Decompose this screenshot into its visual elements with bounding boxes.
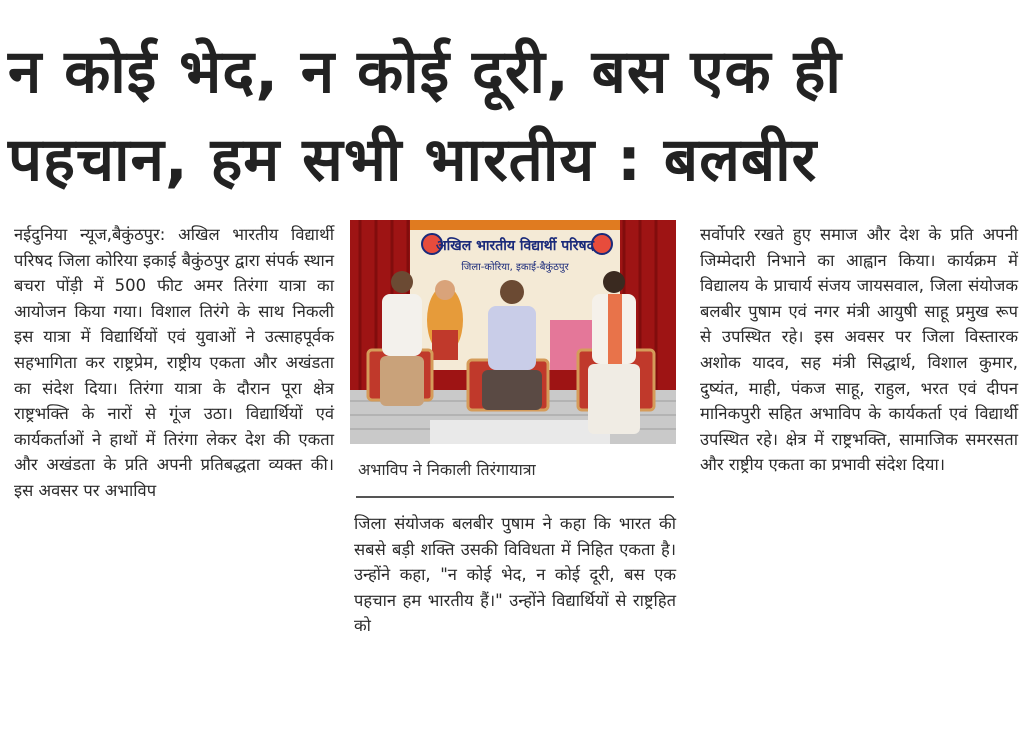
banner-title: अखिल भारतीय विद्यार्थी परिषद bbox=[435, 238, 595, 254]
headline-line-2: पहचान, हम सभी भारतीय : बलबीर bbox=[8, 125, 818, 195]
article-column-3: सर्वोपरि रखते हुए समाज और देश के प्रति अपनी जिम्मेदारी निभाने का आह्वान किया। कार्यक्रम में विद्यालय के प्राचार्य संजय जायसवाल, जिला संयोजक बलबीर पुषाम एवं नगर मंत्री आयुषी साहू प्रमुख रूप से उपस्थित रहे। इस अवसर पर जिला विस्तारक अशोक यादव, सह मंत्री सिद्धार्थ, विशाल कुमार, दुष्यंत, माही, पंकज साहू, राहुल, भरत एवं दीपन मानिकपुरी सहित अभाविप के कार्यकर्ता एवं विद्यार्थी उपस्थित रहे। क्षेत्र में राष्ट्रभक्ति, सामाजिक समरसता और राष्ट्रीय एकता का प्रभावी संदेश दिया। bbox=[700, 225, 1018, 475]
headline bbox=[8, 28, 1014, 204]
person-right bbox=[588, 271, 640, 434]
photo-caption: अभाविप ने निकाली तिरंगायात्रा bbox=[358, 460, 536, 479]
event-photo-illustration bbox=[350, 220, 676, 444]
article-column-1: नईदुनिया न्यूज,बैकुंठपुर: अखिल भारतीय विद्यार्थी परिषद जिला कोरिया इकाई बैकुंठपुर द्वारा संपर्क स्थान बचरा पोंड़ी में 500 फीट अमर तिरंगा यात्रा का आयोजन किया गया। विशाल तिरंगे के साथ निकली इस यात्रा में विद्यार्थियों एवं युवाओं ने उत्साहपूर्वक सहभागिता कर राष्ट्रप्रेम, राष्ट्रीय एकता और अखंडता का संदेश दिया। तिरंगा यात्रा के दौरान पूरा क्षेत्र राष्ट्रभक्ति के नारों से गूंज उठा। विद्यार्थियों एवं कार्यकर्ताओं ने हाथों में तिरंगा लेकर देश की एकता और अखंडता के प्रति अपनी प्रतिबद्धता व्यक्त की। इस अवसर पर अभाविप bbox=[14, 225, 334, 500]
event-photo bbox=[350, 220, 676, 444]
article-column-2: जिला संयोजक बलबीर पुषाम ने कहा कि भारत की सबसे बड़ी शक्ति उसकी विविधता में निहित एकता है। उन्होंने कहा, "न कोई भेद, न कोई दूरी, बस एक पहचान हम भारतीय हैं।" उन्होंने विद्यार्थियों से राष्ट्रहित को bbox=[354, 514, 676, 636]
caption-divider bbox=[356, 496, 674, 498]
banner-subtitle: जिला-कोरिया, इकाई-बैकुंठपुर bbox=[461, 262, 569, 273]
headline-line-1: न कोई भेद, न कोई दूरी, बस एक ही bbox=[8, 37, 842, 107]
